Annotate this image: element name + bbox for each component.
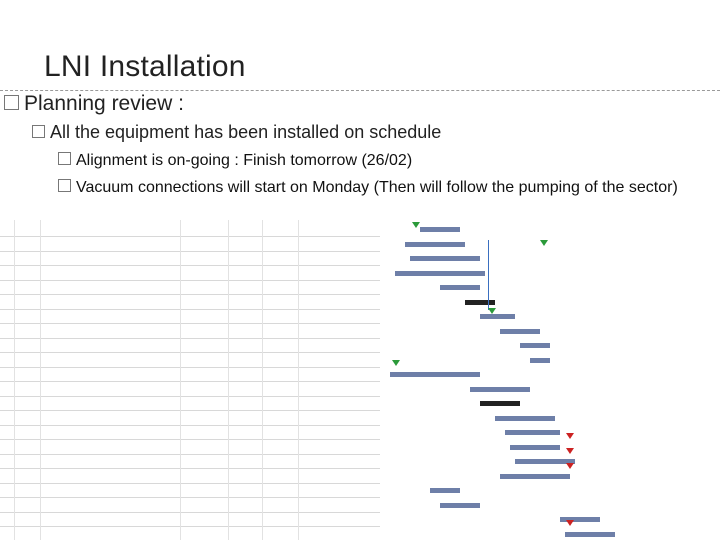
red-arrow-icon (566, 463, 574, 469)
slide-title: LNI Installation (44, 50, 246, 83)
gantt-table-row (0, 295, 380, 310)
gantt-table-row (0, 469, 380, 484)
gantt-task-bar (440, 503, 480, 508)
bullet-text: All the equipment has been installed on schedule (50, 122, 442, 142)
gantt-table-row (0, 425, 380, 440)
gantt-task-bar (440, 285, 480, 290)
gantt-task-bar (410, 256, 480, 261)
gantt-column-divider (262, 220, 263, 540)
gantt-task-bar (405, 242, 465, 247)
green-arrow-icon (392, 360, 400, 366)
gantt-table-row (0, 222, 380, 237)
gantt-table-row (0, 527, 380, 540)
red-arrow-icon (566, 433, 574, 439)
gantt-table-row (0, 251, 380, 266)
gantt-dependency-line (488, 240, 489, 310)
gantt-table-row (0, 280, 380, 295)
gantt-column-divider (228, 220, 229, 540)
gantt-table-row (0, 483, 380, 498)
gantt-table-row (0, 266, 380, 281)
red-arrow-icon (566, 520, 574, 526)
green-arrow-icon (412, 222, 420, 228)
bullet-text: Planning review : (24, 92, 184, 115)
bullet-planning-review (4, 92, 184, 116)
gantt-chart-image (0, 220, 720, 540)
bullet-alignment (58, 152, 412, 170)
gantt-task-bar (395, 271, 485, 276)
gantt-table-row (0, 353, 380, 368)
gantt-task-bar (390, 372, 480, 377)
gantt-task-bar (430, 488, 460, 493)
gantt-table-row (0, 440, 380, 455)
green-arrow-icon (540, 240, 548, 246)
gantt-task-bar (565, 532, 615, 537)
title-divider (0, 90, 720, 91)
bullet-text: Vacuum connections will start on Monday (Then will follow the pumping of the sector) (76, 179, 678, 196)
gantt-table-row (0, 498, 380, 513)
gantt-task-bar (480, 314, 515, 319)
bullet-equipment-installed (32, 122, 441, 143)
gantt-table-row (0, 237, 380, 252)
green-arrow-icon (488, 308, 496, 314)
gantt-table-row (0, 338, 380, 353)
gantt-table-row (0, 512, 380, 527)
checkbox-bullet-icon (58, 152, 71, 165)
gantt-task-bar (520, 343, 550, 348)
checkbox-bullet-icon (4, 95, 19, 110)
gantt-task-bar (500, 474, 570, 479)
gantt-task-bar (465, 300, 495, 305)
checkbox-bullet-icon (58, 179, 71, 192)
gantt-column-divider (298, 220, 299, 540)
gantt-table-row (0, 309, 380, 324)
bullet-text: Alignment is on-going : Finish tomorrow (26/02) (76, 152, 413, 169)
gantt-task-bar (500, 329, 540, 334)
gantt-table-row (0, 382, 380, 397)
gantt-table-row (0, 454, 380, 469)
gantt-task-bar (510, 445, 560, 450)
gantt-task-bar (470, 387, 530, 392)
gantt-column-divider (40, 220, 41, 540)
gantt-table-row (0, 324, 380, 339)
gantt-column-divider (14, 220, 15, 540)
checkbox-bullet-icon (32, 125, 45, 138)
gantt-column-divider (180, 220, 181, 540)
gantt-task-bar (530, 358, 550, 363)
bullet-vacuum (58, 177, 708, 198)
gantt-task-bar (420, 227, 460, 232)
gantt-table-row (0, 367, 380, 382)
gantt-task-bar (495, 416, 555, 421)
gantt-table-row (0, 411, 380, 426)
gantt-task-bar (480, 401, 520, 406)
gantt-table-row (0, 396, 380, 411)
gantt-task-bar (505, 430, 560, 435)
red-arrow-icon (566, 448, 574, 454)
